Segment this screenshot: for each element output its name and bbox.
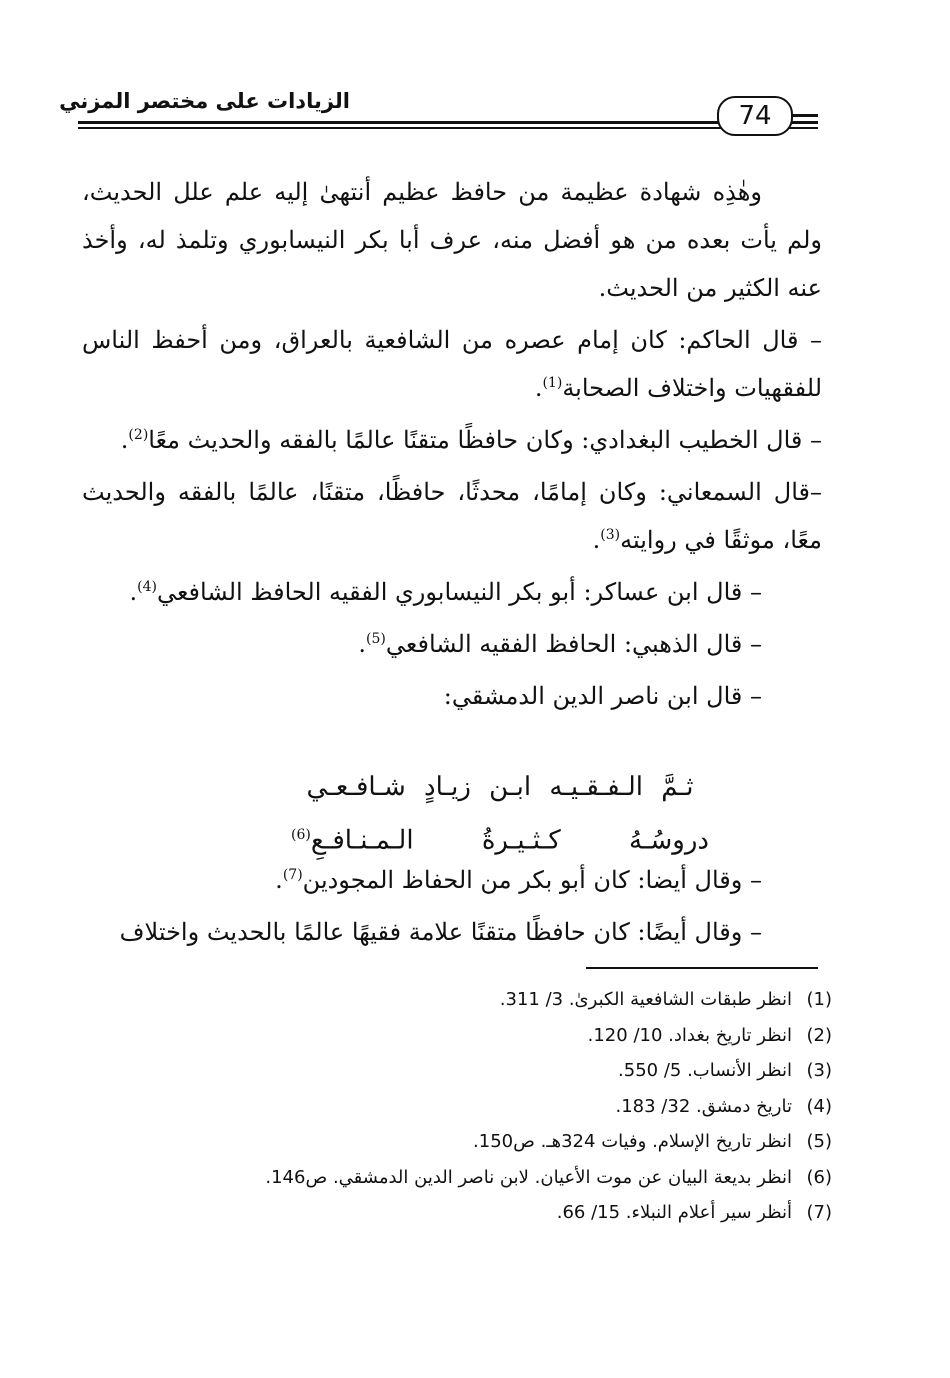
footnote-number: (7) [806, 1202, 832, 1223]
header-rule-tail [790, 114, 818, 117]
footnote-ref: (3) [600, 527, 621, 543]
footnote [120, 1160, 832, 1196]
footnote-number: (3) [806, 1060, 832, 1081]
header-rule-thin [78, 127, 818, 129]
footnote-ref: (5) [366, 631, 386, 647]
paragraph-text: – قال ابن ناصر الدين الدمشقي: [443, 682, 762, 710]
footnote-number: (6) [806, 1166, 832, 1188]
footnote-text: انظر تاريخ الإسلام. وفيات 324هـ. ص150. [473, 1131, 792, 1152]
footnote-ref: (2) [128, 427, 149, 443]
running-title: الزيادات على مختصر المزني [59, 89, 350, 113]
main-text [82, 168, 822, 724]
paragraph-text: – وقال أيضا: كان أبو بكر من الحفاظ المجودين [302, 866, 762, 894]
paragraph-text: – وقال أيضًا: كان حافظًا متقنًا علامة فقيهًا عالمًا بالحديث واختلاف [119, 918, 762, 946]
footnote-separator [586, 967, 818, 969]
footnote-ref: (4) [137, 579, 157, 595]
footnote [120, 1124, 832, 1160]
footnote-ref: (6) [291, 827, 311, 843]
page-number: 74 [717, 96, 793, 136]
footnote [120, 1195, 832, 1231]
paragraph [82, 908, 822, 956]
footnote-number: (1) [806, 989, 832, 1010]
paragraph: – وقال أيضا: كان أبو بكر من الحفاظ المجودين$^{(7)}$. [275, 866, 762, 894]
footnote-text: أنظر سير أعلام النبلاء. 15/ 66. [556, 1202, 792, 1223]
paragraph: –قال السمعاني: وكان إمامًا، محدثًا، حافظًا، متقنًا، عالمًا بالفقه والحديث معًا، موثقًا في روايته$^{(3)}$. [82, 478, 823, 554]
paragraph: – قال ابن عساكر: أبو بكر النيسابوري الفقيه الحافظ الشافعي$^{(4)}$. [129, 578, 762, 606]
footnote-number: (5) [806, 1131, 832, 1152]
paragraph-text: –قال السمعاني: وكان إمامًا، محدثًا، حافظًا، متقنًا، عالمًا بالفقه والحديث معًا، موثقًا في روايته [82, 478, 823, 554]
footnote [120, 1018, 832, 1054]
paragraph [82, 168, 822, 312]
verse-word: الـمـنـافـعِ [310, 825, 414, 856]
footnote-ref: (1) [542, 375, 563, 391]
paragraph-text: – قال ابن عساكر: أبو بكر النيسابوري الفقيه الحافظ الشافعي [156, 578, 762, 606]
footnote [120, 1053, 832, 1089]
paragraph: – قال الحاكم: كان إمام عصره من الشافعية بالعراق، ومن أحفظ الناس للفقهيات واختلاف الصحابة$^{(1)}$. [82, 326, 822, 402]
footnote-number: (4) [806, 1095, 832, 1117]
footnote [120, 982, 832, 1018]
main-text-continued [82, 856, 822, 960]
footnote-text: تاريخ دمشق. 32/ 183. [615, 1095, 792, 1117]
paragraph-text: – قال الخطيب البغدادي: وكان حافظًا متقنًا عالمًا بالفقه والحديث معًا [148, 426, 822, 454]
header-rule [78, 121, 818, 124]
footnote-ref: (7) [282, 867, 303, 883]
paragraph [82, 672, 822, 720]
verse-word: كـثـيـرةُ [481, 825, 561, 856]
footnote-number: (2) [806, 1024, 832, 1046]
paragraph: – قال الخطيب البغدادي: وكان حافظًا متقنًا عالمًا بالفقه والحديث معًا$^{(2)}$. [120, 426, 822, 454]
paragraph-text: وهٰذِه شهادة عظيمة من حافظ عظيم أنتهىٰ إليه علم علل الحديث، ولم يأت بعده من هو أفضل منه، عرف أبا بكر النيسابوري وتلمذ له، وأخذ عنه الكثير من الحديث. [82, 178, 822, 302]
paragraph: – قال الذهبي: الحافظ الفقيه الشافعي$^{(5)}$. [358, 630, 762, 658]
verse-word: دروسُـهُ [628, 825, 709, 856]
footnote-text: انظر بديعة البيان عن موت الأعيان. لابن ناصر الدين الدمشقي. ص146. [265, 1166, 792, 1188]
footnotes [120, 982, 832, 1231]
paragraph-text: – قال الحاكم: كان إمام عصره من الشافعية بالعراق، ومن أحفظ الناس للفقهيات واختلاف الصحابة [82, 326, 822, 402]
footnote-text: انظر طبقات الشافعية الكبرىٰ. 3/ 311. [499, 989, 792, 1010]
paragraph-text: – قال الذهبي: الحافظ الفقيه الشافعي [385, 630, 762, 658]
footnote-text: انظر الأنساب. 5/ 550. [618, 1060, 792, 1081]
footnote-text: انظر تاريخ بغداد. 10/ 120. [587, 1024, 792, 1046]
footnote [120, 1089, 832, 1125]
verse-line-1: ثـمَّ الـفـقـيـه ابـن زيـادٍ شـافـعـي [306, 772, 694, 802]
